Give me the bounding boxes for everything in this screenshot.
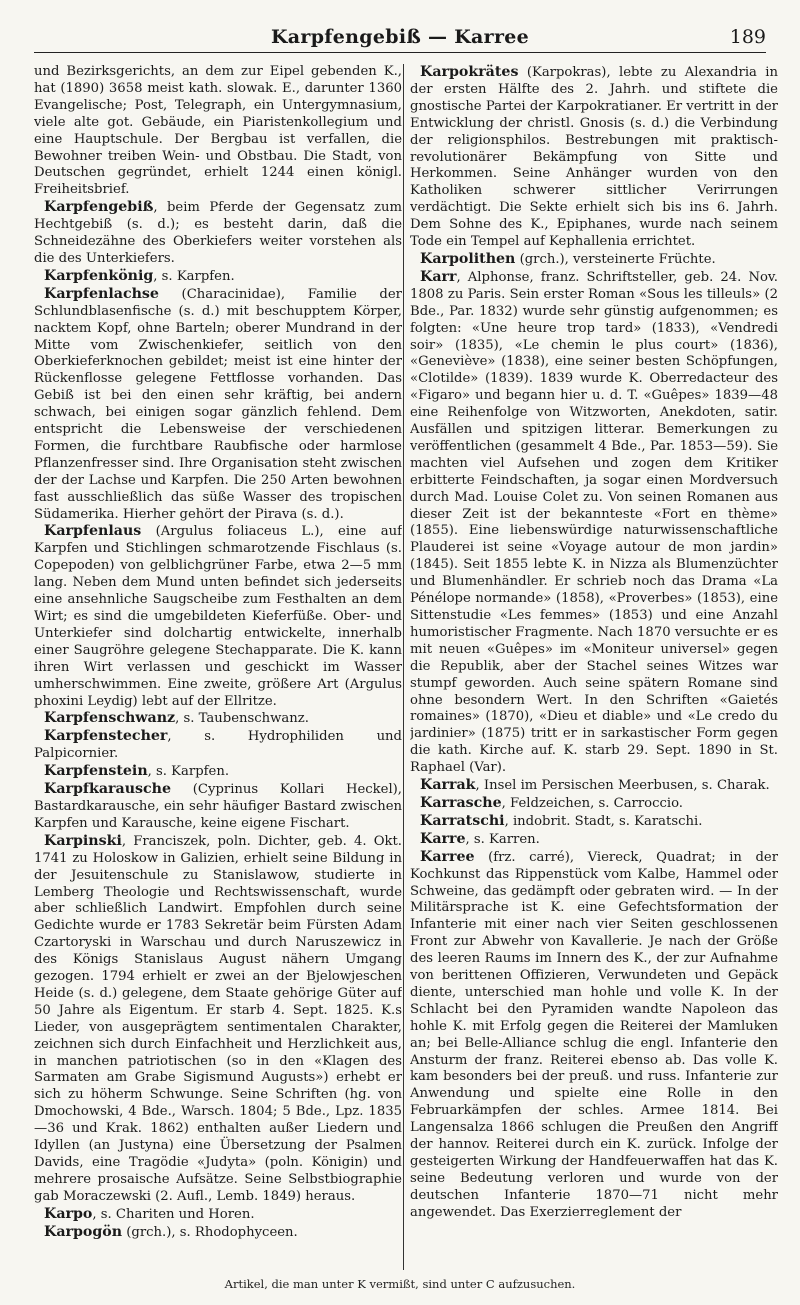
entry-text: , Alphonse, franz. Schriftsteller, geb. 24. Nov. 1808 zu Paris. Sein erster Roman «Sous les tilleuls» (2 Bde., Par. 1832) wurde sehr günstig aufgenommen; es folgten: «Une heure trop tard» (1833), «Vendredi soir» (1835), «Le chemin le plus court» (1836), «Geneviève» (1838), eine seiner besten Schöpfungen, «Clotilde» (1839). 1839 wurde K. Oberredacteur des «Figaro» und begann hier u. d. T. «Guêpes» 1839—48 eine Reihenfolge von Witzworten, Anekdoten, satir. Ausfällen und spitzigen litterar. Bemerkungen zu veröffentlichen (gesammelt 4 Bde., Par. 1853—59). Sie machten viel Aufsehen und zogen dem Kritiker erbitterte Feindschaften, ja sogar einen Mordversuch durch Mad. Louise Colet zu. Von seinen Romanen aus dieser Zeit ist der bekannteste «Fort en thème» (1855). Eine liebenswürdige naturwissenschaftliche Plauderei ist seine «Voyage autour de mon jardin» (1845). Seit 1855 lebte K. in Nizza als Blumenzüchter und Blumenhändler. Er schrieb noch das Drama «La Pénélope normande» (1858), «Proverbes» (1853), eine Sittenstudie «Les femmes» (1853) und eine Anzahl humoristischer Fragmente. Nach 1870 versuchte er es mit neuen «Guêpes» im «Moniteur universel» gegen die Republik, aber der Stachel seines Witzes war stumpf geworden. Auch seine spätern Romane sind ohne besondern Wert. In den Schriften «Gaietés romaines» (1870), «Dieu et diable» und «Le credo du jardinier» (1875) tritt er in sarkastischer Form gegen die kath. Kirche auf. K. starb 29. Sept. 1890 in St. Raphael (Var). [410,269,778,776]
entry-headword: Karpfenstecher [44,728,168,745]
entry-headword: Karpogön [44,1223,123,1240]
column-divider [403,64,404,1270]
entry-text: , s. Karpfen. [153,268,235,284]
entry-text: , s. Hydrophiliden und Palpicornier. [34,729,402,762]
dictionary-entry [34,710,402,728]
entry-headword: Karpinski [44,832,122,849]
dictionary-entry [410,813,778,831]
entry-headword: Karpfengebiß [44,199,154,216]
entry-text: (frz. carré), Viereck, Quadrat; in der Kochkunst das Rippenstück vom Kalbe, Hammel oder Schweine, das gedämpft oder gebraten wird. — In der Militärsprache ist K. eine Gefechtsformation der Infanterie mit einer nach vier Seiten geschlossenen Front zur Abwehr von Kavallerie. Je nach der Größe des leeren Raums im Innern des K., der zur Aufnahme von berittenen Offizieren, Verwundeten und Gepäck diente, unterschied man hohle und volle K. In der Schlacht bei den Pyramiden wandte Napoleon das hohle K. mit Erfolg gegen die Reiterei der Mamluken an; bei Belle-Alliance schlug die engl. Infanterie den Ansturm der franz. Reiterei ebenso ab. Das volle K. kam besonders bei der preuß. und russ. Infanterie zur Anwendung und spielte eine Rolle in den Februarkämpfen der schles. Armee 1814. Bei Langensalza 1866 schlugen die Preußen den Angriff der hannov. Reiterei durch ein K. zurück. Infolge der gesteigerten Wirkung der Handfeuerwaffen hat das K. seine Bedeutung verloren und wurde von der deutschen Infanterie 1870—71 nicht mehr angewendet. Das Exerzierreglement der [410,849,778,1220]
left-column [34,64,402,1270]
entry-text: , s. Chariten und Horen. [92,1206,255,1222]
dictionary-entry [410,269,778,777]
dictionary-entry [34,523,402,710]
entry-text: (Characinidae), Familie der Schlundblasenfische (s. d.) mit beschupptem Körper, nacktem Kopf, ohne Barteln; oberer Mundrand in der Mitte vom Zwischenkiefer, seitlich von den Oberkieferknochen gebildet; meist ist eine hinter der Rückenflosse gelegene Fettflosse vorhanden. Das Gebiß ist bei den einen sehr kräftig, bei andern schwach, bei einigen sogar gänzlich fehlend. Dem entspricht die Lebensweise der verschiedenen Formen, die furchtbare Raubfische oder harmlose Pflanzenfresser sind. Ihre Organisation steht zwischen der der Lachse und Karpfen. Die 250 Arten bewohnen fast ausschließlich das süße Wasser des tropischen Südamerika. Hierher gehört der Pirava (s. d.). [34,286,402,522]
dictionary-entry [34,268,402,286]
dictionary-entry [34,286,402,524]
entry-headword: Karrak [420,777,476,794]
entry-text: (Karpokras), lebte zu Alexandria in der ersten Hälfte des 2. Jahrh. und stiftete die gnostische Partei der Karpokratianer. Er vertritt in der Entwicklung der christl. Gnosis (s. d.) die Verbindung der religionsphilos. Bestrebungen mit praktisch-revolutionärer Bekämpfung von Sitte und Herkommen. Seine Anhänger wurden von den Katholiken schwerer sittlicher Verirrungen verdächtigt. Die Sekte erhielt sich bis ins 6. Jahrh. Dem Sohne des K., Epiphanes, wurde nach seinem Tode ein Tempel auf Kephallenia errichtet. [410,65,778,250]
dictionary-entry [34,728,402,763]
entry-text: , s. Karpfen. [147,764,230,780]
dictionary-entry [34,763,402,781]
entry-headword: Karre [420,830,466,847]
dictionary-entry [34,1224,402,1242]
dictionary-entry [410,831,778,849]
dictionary-entry [410,795,778,813]
entry-text: , Franciszek, poln. Dichter, geb. 4. Okt. 1741 zu Holoskow in Galizien, erhielt seine Bildung in der Jesuitenschule zu Stanislawow, studierte in Lemberg Theologie und Rechtswissenschaft, wurde aber schließlich Landwirt. Empfohlen durch seine Gedichte wurde er 1783 Sekretär beim Fürsten Adam Czartoryski in Warschau und durch Naruszewicz in des Königs Stanislaus August nähern Umgang gezogen. 1794 erhielt er zwei an der Bjelowjeschen Heide (s. d.) gelegene, dem Staate gehörige Güter auf 50 Jahre als Eigentum. Er starb 4. Sept. 1825. K.s Lieder, von ausgeprägtem sentimentalen Charakter, zeichnen sich durch Einfachheit und Herzlichkeit aus, in manchen patriotischen (so in den «Klagen des Sarmaten am Grabe Sigismund Augusts») erhebt er sich zu höherm Schwunge. Seine Schriften (hg. von Dmochowski, 4 Bde., Warsch. 1804; 5 Bde., Lpz. 1835—36 und Krak. 1862) enthalten außer Liedern und Idyllen (an Justyna) eine Übersetzung der Psalmen Davids, eine Tragödie «Judyta» (poln. Königin) und mehrere prosaische Aufsätze. Seine Selbstbiographie gab Moraczewski (2. Aufl., Lemb. 1849) heraus. [34,833,402,1204]
entry-headword: Karpo [44,1205,93,1222]
dictionary-entry [410,251,778,269]
entry-text: , indobrit. Stadt, s. Karatschi. [504,813,703,829]
entry-text: und Bezirksgerichts, an dem zur Eipel gebenden K., hat (1890) 3658 meist kath. slowak. E., darunter 1360 Evangelische; Post, Telegraph, ein Untergymnasium, viele alte got. Gebäude, ein Piaristenkollegium und eine Hauptschule. Der Bergbau ist verfallen, die Bewohner treiben Wein- und Obstbau. Die Stadt, von Deutschen gegründet, erhielt 1244 einen königl. Freiheitsbrief. [34,64,402,198]
entry-headword: Karrasche [420,794,502,811]
entry-continuation [34,64,402,199]
entry-text: , Feldzeichen, s. Carroccio. [501,795,683,811]
entry-text: (grch.), versteinerte Früchte. [515,251,716,267]
dictionary-entry [410,849,778,1222]
running-head: Karpfengebiß — Karree [270,26,530,48]
page-header [34,26,766,53]
entry-headword: Karr [420,268,457,285]
dictionary-entry [410,64,778,251]
dictionary-entry [34,199,402,268]
entry-text: (grch.), s. Rhodophyceen. [122,1224,298,1240]
entry-headword: Karpfenstein [44,763,148,780]
dictionary-entry [34,781,402,833]
entry-text: , s. Karren. [465,831,540,847]
footer-note: Artikel, die man unter K vermißt, sind unter C aufzusuchen. [224,1277,576,1291]
dictionary-entry [34,833,402,1206]
entry-headword: Karpfenkönig [44,267,154,284]
entry-text: (Argulus foliaceus L.), eine auf Karpfen und Stichlingen schmarotzende Fischlaus (s. Copepoden) von gelblichgrüner Farbe, etwa 2—5 mm lang. Neben dem Mund unten befindet sich jederseits eine ansehnliche Saugscheibe zum Festhalten an dem Wirt; es sind die umgebildeten Kieferfüße. Ober- und Unterkiefer sind dolchartig entwickelte, innerhalb einer Saugröhre gelegene Stechapparate. Die K. kann ihren Wirt verlassen und geschickt im Wasser umherschwimmen. Eine zweite, größere Art (Argulus phoxini Leydig) lebt auf der Ellritze. [34,524,402,709]
page-number: 189 [729,26,766,48]
entry-headword: Karpolithen [420,250,516,267]
entry-headword: Karree [420,848,475,865]
entry-text: (Cyprinus Kollari Heckel), Bastardkarausche, ein sehr häufiger Bastard zwischen Karpfen und Karausche, keine eigene Fischart. [34,782,402,831]
entry-headword: Karpfenlachse [44,285,159,302]
right-column [410,64,778,1270]
entry-text: , Insel im Persischen Meerbusen, s. Charak. [475,778,770,794]
entry-headword: Karratschi [420,812,505,829]
dictionary-entry [34,1206,402,1224]
entry-headword: Karpokrätes [420,64,519,80]
entry-headword: Karpfenlaus [44,523,142,540]
entry-text: , s. Taubenschwanz. [175,711,309,727]
entry-text: , beim Pferde der Gegensatz zum Hechtgebiß (s. d.); es besteht darin, daß die Schneidezähne des Oberkiefers weiter vorstehen als die des Unterkiefers. [34,200,402,266]
dictionary-entry [410,777,778,795]
entry-headword: Karpfkarausche [44,781,171,798]
entry-headword: Karpfenschwanz [44,710,176,727]
